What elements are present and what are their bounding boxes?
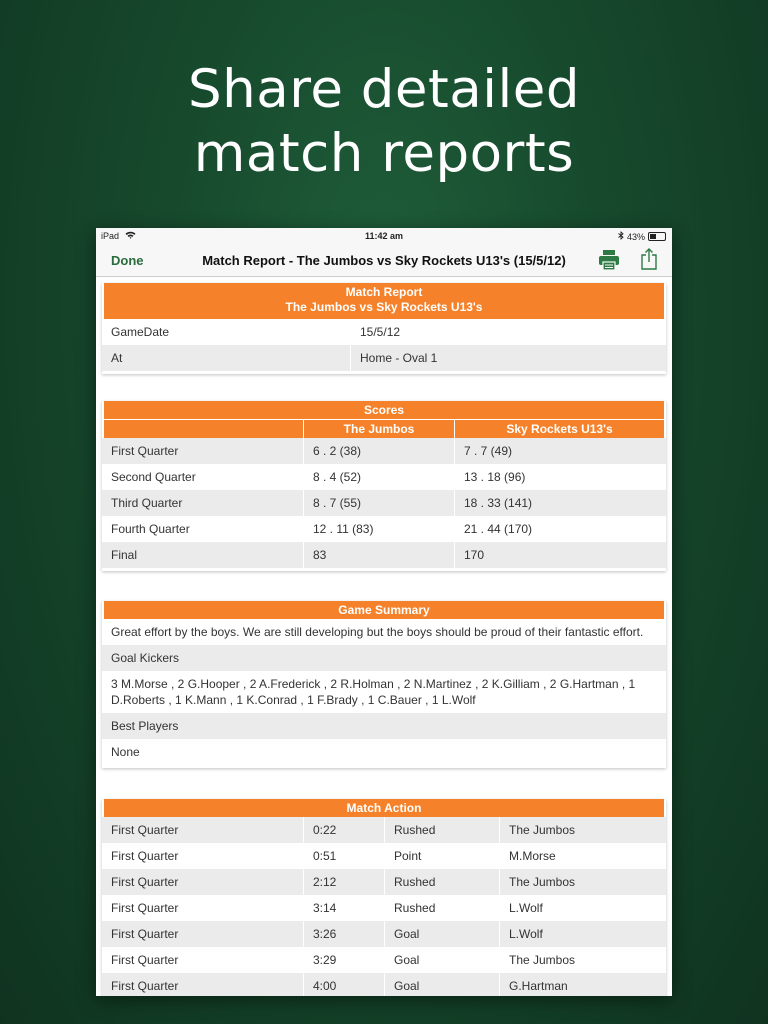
report-content[interactable] (96, 277, 672, 996)
battery-icon (648, 232, 666, 241)
table-row (102, 319, 666, 345)
game-date-label: GameDate (111, 325, 170, 339)
action-player: G.Hartman (499, 973, 666, 996)
action-type: Point (384, 843, 499, 869)
scores-header: Scores (104, 401, 664, 419)
table-row (102, 869, 666, 895)
table-row (102, 438, 666, 464)
table-row (102, 464, 666, 490)
table-row (102, 345, 666, 371)
scores-column-headers (104, 420, 664, 438)
action-quarter: First Quarter (111, 979, 179, 993)
match-action-header: Match Action (104, 799, 664, 817)
match-report-card (102, 283, 666, 374)
action-player: M.Morse (499, 843, 666, 869)
score-team2-value: 18 . 33 (141) (454, 490, 666, 516)
score-quarter-label: First Quarter (111, 444, 179, 458)
game-date-value: 15/5/12 (350, 319, 666, 345)
share-icon (640, 247, 658, 271)
score-team2-value: 21 . 44 (170) (454, 516, 666, 542)
action-quarter: First Quarter (111, 849, 179, 863)
headline-line-2: match reports (193, 123, 575, 184)
score-team1-value: 12 . 11 (83) (303, 516, 454, 542)
action-quarter: First Quarter (111, 927, 179, 941)
printer-icon (598, 249, 620, 271)
action-quarter: First Quarter (111, 875, 179, 889)
action-player: L.Wolf (499, 921, 666, 947)
match-report-header-teams: The Jumbos vs Sky Rockets U13's (285, 300, 483, 314)
score-team1-value: 6 . 2 (38) (303, 438, 454, 464)
score-quarter-label: Final (111, 548, 138, 562)
score-team2-value: 13 . 18 (96) (454, 464, 666, 490)
score-team2-value: 7 . 7 (49) (454, 438, 666, 464)
action-type: Rushed (384, 869, 499, 895)
score-quarter-label: Third Quarter (111, 496, 183, 510)
ipad-screen (96, 228, 672, 996)
score-team1-value: 83 (303, 542, 454, 568)
device-label: iPad (101, 231, 120, 241)
share-button[interactable] (640, 247, 658, 271)
venue-value: Home - Oval 1 (350, 345, 666, 371)
score-team1-value: 8 . 7 (55) (303, 490, 454, 516)
goal-kickers-list: 3 M.Morse , 2 G.Hooper , 2 A.Frederick , 2 R.Holman , 2 N.Martinez , 2 K.Gilliam , 2 G.Hartman , 1 D.Roberts , 1 K.Mann , 1 K.Conrad , 1 F.Brady , 1 C.Bauer , 1 L.Wolf (111, 677, 636, 707)
scores-col-team1: The Jumbos (303, 420, 454, 438)
done-button[interactable]: Done (111, 253, 144, 268)
action-time: 0:51 (303, 843, 384, 869)
nav-bar (96, 244, 672, 277)
action-player: L.Wolf (499, 895, 666, 921)
action-type: Rushed (384, 895, 499, 921)
action-quarter: First Quarter (111, 823, 179, 837)
table-row (102, 817, 666, 843)
table-row (102, 947, 666, 973)
match-report-header-title: Match Report (345, 285, 423, 299)
table-row (102, 490, 666, 516)
table-row (102, 843, 666, 869)
match-action-card (102, 799, 666, 996)
action-type: Goal (384, 921, 499, 947)
best-players-value: None (111, 745, 140, 759)
action-time: 0:22 (303, 817, 384, 843)
goal-kickers-label: Goal Kickers (102, 645, 666, 671)
venue-label: At (111, 351, 123, 365)
action-time: 3:14 (303, 895, 384, 921)
score-team2-value: 170 (454, 542, 666, 568)
score-quarter-label: Fourth Quarter (111, 522, 190, 536)
table-row (102, 895, 666, 921)
action-quarter: First Quarter (111, 901, 179, 915)
game-summary-header: Game Summary (104, 601, 664, 619)
match-report-header (104, 283, 664, 319)
score-team1-value: 8 . 4 (52) (303, 464, 454, 490)
print-button[interactable] (598, 249, 620, 271)
action-time: 2:12 (303, 869, 384, 895)
headline (0, 58, 768, 186)
headline-line-1: Share detailed (187, 59, 580, 120)
score-quarter-label: Second Quarter (111, 470, 196, 484)
action-type: Goal (384, 947, 499, 973)
table-row (102, 921, 666, 947)
action-player: The Jumbos (499, 869, 666, 895)
summary-text: Great effort by the boys. We are still developing but the boys should be proud of their fantastic effort. (111, 625, 644, 639)
status-right (618, 231, 666, 242)
nav-title: Match Report - The Jumbos vs Sky Rockets U13's (15/5/12) (202, 253, 566, 268)
action-player: The Jumbos (499, 947, 666, 973)
status-time: 11:42 am (364, 231, 404, 241)
game-summary-card (102, 601, 666, 768)
action-time: 3:29 (303, 947, 384, 973)
action-time: 4:00 (303, 973, 384, 996)
action-type: Goal (384, 973, 499, 996)
action-player: The Jumbos (499, 817, 666, 843)
scores-card (102, 401, 666, 571)
scores-col-blank (104, 420, 303, 438)
scores-col-team2: Sky Rockets U13's (454, 420, 664, 438)
table-row (102, 542, 666, 568)
action-type: Rushed (384, 817, 499, 843)
action-quarter: First Quarter (111, 953, 179, 967)
best-players-label: Best Players (102, 713, 666, 739)
battery-percent: 43% (626, 231, 645, 242)
table-row (102, 516, 666, 542)
status-bar (96, 228, 672, 244)
action-time: 3:26 (303, 921, 384, 947)
table-row (102, 973, 666, 996)
bluetooth-icon (618, 231, 624, 242)
